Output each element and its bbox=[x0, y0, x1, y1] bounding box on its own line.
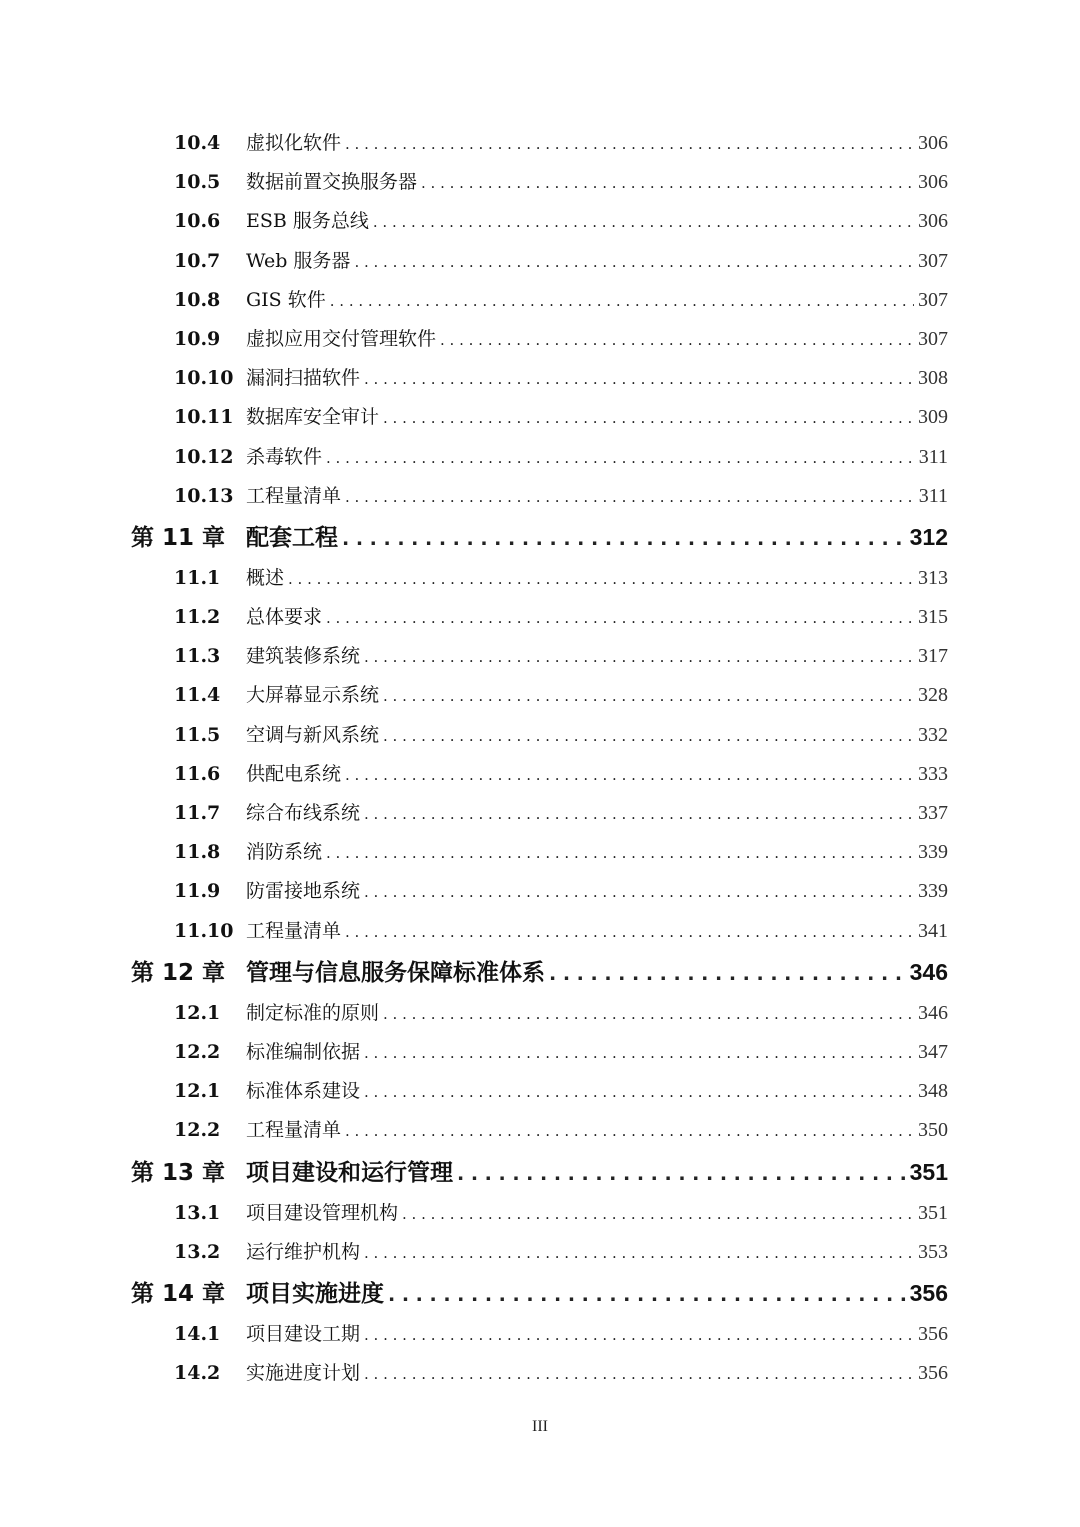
toc-entry-title: 工程量清单 bbox=[246, 1119, 342, 1142]
toc-dot-leader bbox=[342, 518, 906, 561]
toc-entry-title: 综合布线系统 bbox=[246, 802, 361, 824]
toc-dot-leader bbox=[364, 1355, 914, 1394]
toc-entry[interactable] bbox=[0, 398, 1080, 437]
toc-entry-number: 12.1 bbox=[174, 1001, 221, 1024]
toc-entry-number: 12.2 bbox=[174, 1040, 221, 1063]
toc-dot-leader bbox=[383, 399, 914, 438]
toc-entry-number: 11.4 bbox=[174, 684, 221, 707]
toc-entry-number: 11.5 bbox=[174, 723, 221, 746]
toc-entry-title: 运行维护机构 bbox=[246, 1240, 361, 1263]
toc-entry-page: 308 bbox=[918, 367, 948, 390]
toc-dot-leader bbox=[326, 599, 914, 638]
toc-entry-number: 10.5 bbox=[174, 171, 221, 194]
toc-chapter-number: 第 12 章 bbox=[131, 959, 226, 986]
toc-entry[interactable] bbox=[0, 1354, 1080, 1393]
toc-entry-page: 350 bbox=[918, 1119, 948, 1142]
toc-entry[interactable] bbox=[0, 1233, 1080, 1272]
toc-dot-leader bbox=[326, 834, 914, 873]
toc-entry-page: 356 bbox=[918, 1322, 948, 1345]
toc-entry-page: 339 bbox=[918, 841, 948, 864]
toc-entry-page: 307 bbox=[918, 249, 948, 272]
toc-entry-page: 341 bbox=[918, 919, 948, 942]
toc-entry[interactable] bbox=[0, 912, 1080, 951]
toc-entry-title: 标准编制依据 bbox=[246, 1040, 361, 1063]
toc-entry-page: 306 bbox=[918, 132, 948, 154]
toc-entry-title: ESB 服务总线 bbox=[246, 210, 369, 233]
toc-chapter-number: 第 14 章 bbox=[131, 1280, 226, 1307]
toc-dot-leader bbox=[364, 1316, 914, 1355]
toc-entry-title: 实施进度计划 bbox=[246, 1362, 361, 1385]
toc-entry-number: 12.2 bbox=[174, 1119, 221, 1142]
toc-entry-title: 工程量清单 bbox=[246, 919, 342, 942]
toc-entry-page: 317 bbox=[918, 645, 948, 668]
toc-dot-leader bbox=[364, 1073, 914, 1112]
toc-entry[interactable] bbox=[0, 477, 1080, 516]
toc-dot-leader bbox=[345, 913, 914, 952]
toc-entry-page: 307 bbox=[918, 288, 948, 311]
toc-entry-number: 14.1 bbox=[174, 1322, 221, 1345]
toc-entry-page: 339 bbox=[918, 880, 948, 903]
toc-dot-leader bbox=[330, 282, 914, 321]
toc-dot-leader bbox=[388, 1274, 906, 1317]
toc-entry-page: 353 bbox=[918, 1240, 948, 1263]
toc-entry-number: 13.2 bbox=[174, 1240, 221, 1263]
toc-entry-title: 建筑装修系统 bbox=[246, 645, 361, 668]
toc-dot-leader bbox=[364, 795, 914, 834]
toc-entry[interactable] bbox=[0, 794, 1080, 833]
toc-entry-title: 供配电系统 bbox=[246, 762, 342, 785]
toc-dot-leader bbox=[364, 638, 914, 677]
toc-chapter-entry[interactable] bbox=[0, 516, 1080, 559]
toc-dot-leader bbox=[402, 1195, 914, 1234]
toc-entry-title: 标准体系建设 bbox=[246, 1080, 361, 1103]
toc-entry-page: 306 bbox=[918, 210, 948, 233]
toc-entry-number: 11.7 bbox=[174, 802, 221, 824]
toc-entry-title: GIS 软件 bbox=[246, 288, 326, 311]
toc-entry-number: 10.9 bbox=[174, 327, 221, 350]
toc-entry-page: 307 bbox=[918, 327, 948, 350]
toc-entry-number: 11.6 bbox=[174, 762, 221, 785]
toc-entry-title: 虚拟应用交付管理软件 bbox=[246, 327, 437, 350]
toc-entry-title: 制定标准的原则 bbox=[246, 1001, 380, 1024]
toc-entry-title: 数据前置交换服务器 bbox=[246, 171, 418, 194]
toc-entry-page: 313 bbox=[918, 566, 948, 589]
toc-entry[interactable] bbox=[0, 359, 1080, 398]
toc-entry-number: 10.10 bbox=[174, 367, 234, 390]
toc-chapter-title: 项目实施进度 bbox=[246, 1280, 384, 1307]
toc-dot-leader bbox=[373, 203, 914, 242]
toc-entry-page: 306 bbox=[918, 171, 948, 194]
toc-entry-title: 空调与新风系统 bbox=[246, 723, 380, 746]
toc-chapter-page: 346 bbox=[909, 958, 948, 985]
toc-entry[interactable] bbox=[0, 124, 1080, 163]
toc-entry-page: 337 bbox=[918, 802, 948, 824]
toc-entry[interactable] bbox=[0, 637, 1080, 676]
toc-entry-title: 数据库安全审计 bbox=[246, 406, 380, 429]
toc-chapter-entry[interactable] bbox=[0, 1272, 1080, 1315]
toc-dot-leader bbox=[383, 995, 914, 1034]
toc-entry-title: 防雷接地系统 bbox=[246, 880, 361, 903]
toc-entry[interactable] bbox=[0, 281, 1080, 320]
toc-entry-page: 347 bbox=[918, 1040, 948, 1063]
toc-chapter-title: 配套工程 bbox=[246, 524, 338, 551]
toc-entry[interactable] bbox=[0, 163, 1080, 202]
toc-entry-page: 332 bbox=[918, 723, 948, 746]
toc-entry-page: 351 bbox=[918, 1201, 948, 1224]
toc-dot-leader bbox=[326, 439, 915, 478]
toc-chapter-title: 项目建设和运行管理 bbox=[246, 1159, 453, 1186]
toc-entry-number: 10.8 bbox=[174, 288, 221, 311]
toc-dot-leader bbox=[345, 1112, 914, 1151]
toc-entry-title: 大屏幕显示系统 bbox=[246, 684, 380, 707]
toc-entry-title: 杀毒软件 bbox=[246, 445, 323, 468]
toc-dot-leader bbox=[354, 243, 914, 282]
toc-entry[interactable] bbox=[0, 1033, 1080, 1072]
toc-entry-page: 315 bbox=[918, 606, 948, 629]
toc-entry[interactable] bbox=[0, 1194, 1080, 1233]
toc-entry-page: 328 bbox=[918, 684, 948, 707]
toc-dot-leader bbox=[549, 953, 906, 996]
toc-entry[interactable] bbox=[0, 994, 1080, 1033]
toc-entry-title: 漏洞扫描软件 bbox=[246, 367, 361, 390]
toc-chapter-number: 第 11 章 bbox=[131, 524, 226, 551]
toc-entry[interactable] bbox=[0, 755, 1080, 794]
toc-entry-title: 总体要求 bbox=[246, 606, 323, 629]
toc-dot-leader bbox=[288, 560, 914, 599]
toc-dot-leader bbox=[345, 478, 915, 517]
toc-entry-title: 工程量清单 bbox=[246, 484, 342, 507]
toc-entry-page: 333 bbox=[918, 762, 948, 785]
toc-dot-leader bbox=[383, 717, 914, 756]
toc-entry-title: 概述 bbox=[246, 566, 285, 589]
toc-entry-title: Web 服务器 bbox=[246, 249, 351, 272]
toc-entry[interactable] bbox=[0, 320, 1080, 359]
toc-entry-title: 项目建设管理机构 bbox=[246, 1201, 399, 1224]
toc-entry-title: 项目建设工期 bbox=[246, 1322, 361, 1345]
toc-dot-leader bbox=[383, 677, 914, 716]
toc-entry[interactable] bbox=[0, 872, 1080, 911]
toc-entry-number: 11.1 bbox=[174, 566, 221, 589]
toc-dot-leader bbox=[364, 360, 914, 399]
toc-dot-leader bbox=[440, 321, 914, 360]
toc-entry-number: 10.6 bbox=[174, 210, 221, 233]
toc-entry[interactable] bbox=[0, 559, 1080, 598]
toc-entry[interactable] bbox=[0, 716, 1080, 755]
toc-chapter-entry[interactable] bbox=[0, 951, 1080, 994]
toc-entry-number: 11.9 bbox=[174, 880, 221, 903]
toc-entry-page: 356 bbox=[918, 1362, 948, 1385]
toc-entry-number: 11.8 bbox=[174, 841, 221, 864]
toc-entry-page: 346 bbox=[918, 1001, 948, 1024]
toc-chapter-page: 351 bbox=[909, 1158, 948, 1185]
toc-dot-leader bbox=[345, 125, 914, 164]
toc-entry[interactable] bbox=[0, 1111, 1080, 1150]
toc-entry-number: 14.2 bbox=[174, 1362, 221, 1385]
toc-entry-number: 10.13 bbox=[174, 484, 234, 507]
toc-entry-number: 11.2 bbox=[174, 606, 221, 629]
toc-entry-number: 12.1 bbox=[174, 1080, 221, 1103]
toc-entry[interactable] bbox=[0, 242, 1080, 281]
toc-dot-leader bbox=[364, 1034, 914, 1073]
toc-entry-title: 消防系统 bbox=[246, 841, 323, 864]
toc-entry-number: 10.4 bbox=[174, 132, 221, 154]
toc-entry-number: 10.12 bbox=[174, 445, 234, 468]
toc-dot-leader bbox=[345, 756, 914, 795]
toc-chapter-number: 第 13 章 bbox=[131, 1159, 226, 1186]
toc-chapter-page: 312 bbox=[909, 523, 948, 550]
toc-entry-number: 11.3 bbox=[174, 645, 221, 668]
toc-dot-leader bbox=[457, 1153, 906, 1196]
toc-dot-leader bbox=[364, 873, 914, 912]
toc-entry[interactable] bbox=[0, 676, 1080, 715]
toc-entry[interactable] bbox=[0, 438, 1080, 477]
toc-entry-page: 309 bbox=[918, 406, 948, 429]
toc-entry[interactable] bbox=[0, 833, 1080, 872]
table-of-contents bbox=[0, 124, 1080, 1393]
toc-entry-number: 10.7 bbox=[174, 249, 221, 272]
toc-entry-number: 10.11 bbox=[174, 406, 234, 429]
toc-entry-page: 311 bbox=[918, 445, 948, 468]
toc-entry-number: 13.1 bbox=[174, 1201, 221, 1224]
toc-dot-leader bbox=[364, 1234, 914, 1273]
page-number-footer: III bbox=[532, 1418, 548, 1435]
toc-chapter-page: 356 bbox=[909, 1279, 948, 1306]
toc-entry[interactable] bbox=[0, 202, 1080, 241]
toc-dot-leader bbox=[421, 164, 914, 203]
toc-entry-title: 虚拟化软件 bbox=[246, 132, 342, 154]
toc-chapter-title: 管理与信息服务保障标准体系 bbox=[246, 959, 545, 986]
toc-entry-page: 348 bbox=[918, 1080, 948, 1103]
toc-entry[interactable] bbox=[0, 598, 1080, 637]
toc-entry[interactable] bbox=[0, 1072, 1080, 1111]
toc-entry[interactable] bbox=[0, 1315, 1080, 1354]
toc-entry-number: 11.10 bbox=[174, 919, 234, 942]
toc-chapter-entry[interactable] bbox=[0, 1151, 1080, 1194]
toc-entry-page: 311 bbox=[918, 484, 948, 507]
